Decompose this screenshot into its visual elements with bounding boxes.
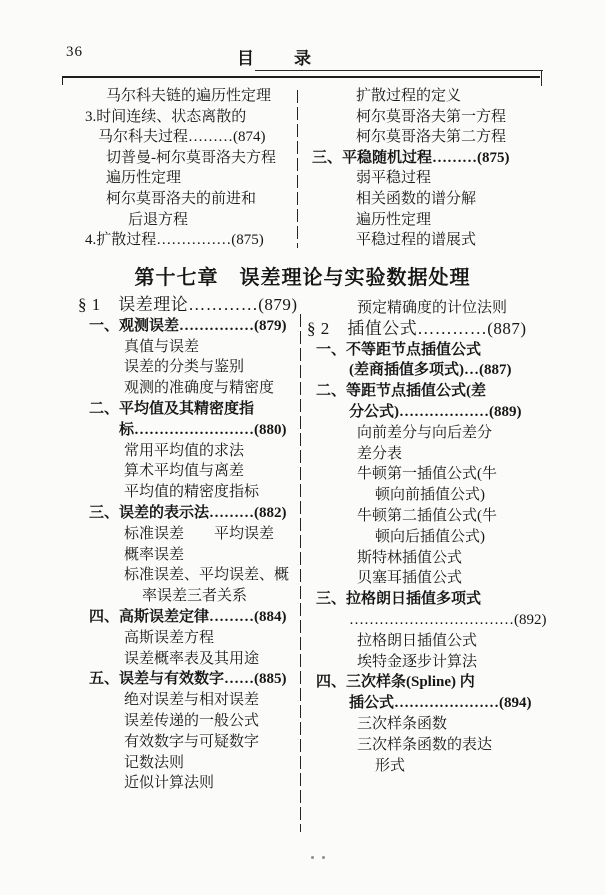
- toc-line: § 2 插值公式…………(887): [307, 318, 527, 338]
- column-divider-bottom: [300, 314, 301, 832]
- toc-line: 埃特金逐步计算法: [357, 653, 478, 670]
- toc-line: 四、三次样条(Spline) 内: [316, 674, 475, 691]
- toc-line: 标准误差 平均误差: [124, 525, 275, 542]
- toc-line: 标准误差、平均误差、概: [124, 567, 290, 584]
- toc-line: 绝对误差与相对误差: [124, 692, 260, 709]
- toc-line: 记数法则: [124, 754, 185, 771]
- toc-line: 三次样条函数的表达: [357, 736, 493, 753]
- toc-line: 切普曼-柯尔莫哥洛夫方程: [106, 149, 276, 166]
- toc-line: 弱平稳过程: [356, 170, 432, 187]
- toc-line: § 1 误差理论…………(879): [78, 295, 298, 314]
- toc-line: 率误差三者关系: [142, 588, 248, 605]
- toc-line: ……………………………(892): [349, 611, 547, 628]
- toc-line: 3.时间连续、状态离散的: [85, 108, 247, 125]
- toc-line: 马尔科夫过程………(874): [98, 129, 266, 146]
- toc-line: 三、误差的表示法………(882): [89, 504, 287, 521]
- toc-line: 误差传递的一般公式: [124, 712, 260, 729]
- toc-line: 误差的分类与鉴别: [124, 359, 245, 376]
- toc-line: 二、等距节点插值公式(差: [316, 383, 486, 400]
- toc-line: 真值与误差: [124, 338, 200, 355]
- toc-line: 牛顿第二插值公式(牛: [357, 507, 497, 524]
- toc-line: 二、平均值及其精密度指: [89, 400, 255, 417]
- page-number: 36: [66, 44, 83, 60]
- toc-line: 标……………………(880): [119, 421, 287, 438]
- toc-column-bottom-right: [305, 298, 593, 776]
- header-rule: [62, 76, 540, 78]
- toc-line: 遍历性定理: [106, 170, 182, 187]
- toc-line: 4.扩散过程……………(875): [85, 232, 264, 249]
- header-rule-double: [255, 70, 543, 71]
- toc-line: (差商插值多项式)…(887): [349, 362, 512, 379]
- toc-line: 贝塞耳插值公式: [357, 570, 463, 587]
- toc-line: 算术平均值与离差: [124, 463, 245, 480]
- page-title: 目 录: [237, 49, 313, 68]
- toc-line: 扩散过程的定义: [356, 88, 462, 104]
- chapter-heading: 第十七章 误差理论与实验数据处理: [134, 267, 471, 289]
- toc-line: 三、平稳随机过程………(875): [312, 149, 510, 166]
- toc-line: 相关函数的谱分解: [356, 190, 477, 207]
- toc-line: 三次样条函数: [357, 715, 448, 732]
- toc-line: 一、不等距节点插值公式: [316, 341, 482, 358]
- toc-line: 后退方程: [128, 211, 189, 228]
- toc-line: 斯特林插值公式: [357, 549, 463, 566]
- toc-column-top-right: [305, 86, 583, 251]
- scan-speck: [322, 856, 325, 859]
- toc-line: 马尔科夫链的遍历性定理: [106, 88, 272, 104]
- header-rule-left-tick: [62, 76, 63, 85]
- header-rule-right-tick: [541, 70, 542, 86]
- toc-line: 遍历性定理: [356, 211, 432, 228]
- toc-line: 误差概率表及其用途: [124, 650, 260, 667]
- toc-line: 平均值的精密度指标: [124, 484, 260, 501]
- toc-line: 概率误差: [124, 546, 185, 563]
- toc-line: 柯尔莫哥洛夫的前进和: [106, 190, 257, 207]
- toc-line: 三、拉格朗日插值多项式: [316, 591, 482, 608]
- toc-line: 近似计算法则: [124, 775, 215, 792]
- toc-line: 顿向前插值公式): [375, 487, 485, 504]
- toc-line: 分公式)………………(889): [349, 403, 522, 420]
- toc-line: 高斯误差方程: [124, 629, 215, 646]
- toc-line: 插公式…………………(894): [349, 695, 532, 712]
- toc-column-bottom-left: [62, 295, 300, 794]
- toc-line: 常用平均值的求法: [124, 442, 245, 459]
- toc-line: 平稳过程的谱展式: [356, 232, 477, 249]
- toc-line: 四、高斯误差定律………(884): [89, 608, 287, 625]
- toc-line: 形式: [375, 757, 406, 774]
- toc-line: 顿向后插值公式): [375, 528, 485, 545]
- toc-line: 牛顿第一插值公式(牛: [357, 466, 497, 483]
- toc-line: 有效数字与可疑数字: [124, 733, 260, 750]
- toc-line: 柯尔莫哥洛夫第一方程: [356, 108, 507, 125]
- toc-line: 预定精确度的计位法则: [357, 300, 508, 316]
- scan-speck: [311, 856, 314, 859]
- toc-line: 拉格朗日插值公式: [357, 632, 478, 649]
- toc-line: 差分表: [357, 445, 403, 462]
- toc-line: 向前差分与向后差分: [357, 424, 493, 441]
- toc-line: 一、观测误差……………(879): [89, 317, 287, 334]
- toc-line: 观测的准确度与精密度: [124, 380, 275, 397]
- toc-column-top-left: [62, 86, 298, 251]
- toc-line: 柯尔莫哥洛夫第二方程: [356, 129, 507, 146]
- toc-line: 五、误差与有效数字……(885): [89, 671, 287, 688]
